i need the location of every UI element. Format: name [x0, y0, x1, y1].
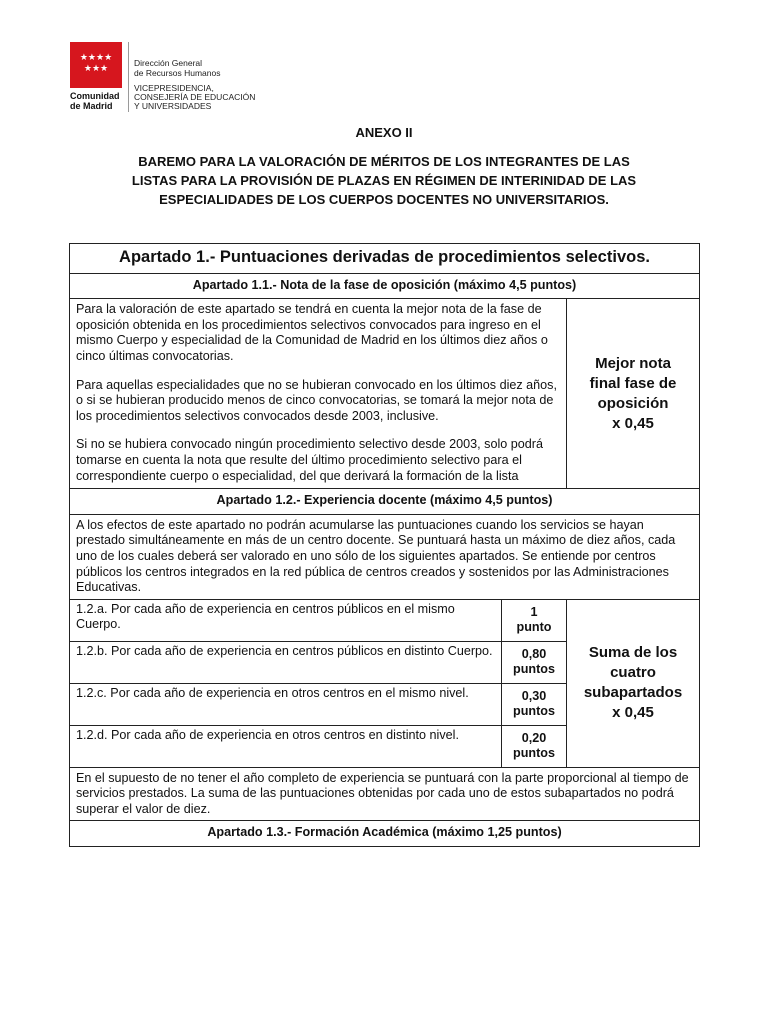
header-divider	[128, 42, 129, 112]
apartado-1-1-paragraph-1: Para la valoración de este apartado se tendrá en cuenta la mejor nota de la fase de oposición obtenida en los procedimientos selectivos convocados para ingreso en el mismo Cuerpo y especialidad de la Comunidad de Madrid en los últimos diez años o cinco últimas convocatorias.	[76, 302, 548, 363]
item-1-2-d-points-unit: puntos	[513, 746, 555, 761]
item-1-2-d-points-value: 0,20	[521, 730, 547, 745]
annex-label: ANEXO II	[355, 125, 413, 140]
apartado-1-1-result-line-4: x 0,45	[612, 414, 654, 432]
title-line-1: BAREMO PARA LA VALORACIÓN DE MÉRITOS DE LOS INTEGRANTES DE LAS	[138, 154, 630, 169]
apartado-1-row	[70, 244, 700, 274]
apartado-1-1-paragraph-3: Si no se hubiera convocado ningún procedimiento selectivo desde 2003, solo podrá tomarse en cuenta la nota que resulte del último procedimiento selectivo para el correspondiente cuerpo o especialidad, del que derivará la formación de la lista	[76, 437, 543, 483]
item-1-2-d-points	[502, 725, 567, 767]
apartado-1-2-result	[567, 599, 700, 767]
item-1-2-a-points-unit: punto	[516, 620, 552, 635]
logo-stars-icon	[73, 52, 119, 74]
org-vicepresidencia	[134, 84, 255, 111]
apartado-1-1-heading-row	[70, 273, 700, 299]
org-direccion-general	[134, 58, 220, 78]
org-line-5: Y UNIVERSIDADES	[134, 101, 212, 111]
item-1-2-a-points	[502, 599, 567, 641]
logo-name-line-2: de Madrid	[70, 101, 113, 111]
title-line-2: LISTAS PARA LA PROVISIÓN DE PLAZAS EN RÉGIMEN DE INTERINIDAD DE LAS	[131, 173, 637, 188]
comunidad-madrid-logo	[70, 42, 122, 88]
apartado-1-2-result-line-2: cuatro	[610, 664, 656, 682]
item-1-2-d-text: 1.2.d. Por cada año de experiencia en otros centros en distinto nivel.	[70, 725, 502, 767]
apartado-1-1-result	[567, 299, 700, 489]
apartado-1-title: Apartado 1.- Puntuaciones derivadas de procedimientos selectivos.	[70, 244, 700, 274]
logo-name-line-1: Comunidad	[70, 91, 120, 101]
apartado-1-1-result-line-3: oposición	[597, 394, 669, 412]
item-1-2-c-points-unit: puntos	[513, 704, 555, 719]
logo-stars-row-2: ★★★	[83, 63, 109, 73]
apartado-1-2-result-line-3: subapartados	[583, 684, 683, 702]
apartado-1-1-body-row	[70, 299, 700, 489]
item-1-2-a-points-value: 1	[530, 604, 538, 619]
apartado-1-2-note: En el supuesto de no tener el año completo de experiencia se puntuará con la parte proporcional al tiempo de servicios prestados. La suma de las puntuaciones obtenidas por cada uno de estos subapartados no podrá superar el valor de diez.	[70, 767, 700, 821]
org-line-4: CONSEJERÍA DE EDUCACIÓN	[134, 92, 256, 102]
item-1-2-b-points	[502, 641, 567, 683]
org-line-2: de Recursos Humanos	[134, 68, 221, 78]
apartado-1-2-heading: Apartado 1.2.- Experiencia docente (máximo 4,5 puntos)	[70, 489, 700, 515]
apartado-1-2-note-row	[70, 767, 700, 821]
item-1-2-a-row	[70, 599, 700, 641]
item-1-2-b-text: 1.2.b. Por cada año de experiencia en centros públicos en distinto Cuerpo.	[70, 641, 502, 683]
logo-stars-row-1: ★★★★	[79, 52, 113, 62]
item-1-2-b-points-value: 0,80	[521, 646, 547, 661]
item-1-2-c-points	[502, 683, 567, 725]
document-title	[60, 152, 708, 209]
apartado-1-1-description	[70, 299, 567, 489]
org-line-1: Dirección General	[134, 58, 203, 68]
item-1-2-b-points-unit: puntos	[513, 662, 555, 677]
apartado-1-2-intro: A los efectos de este apartado no podrán acumularse las puntuaciones cuando los servicios se hayan prestado simultáneamente en más de un centro docente. Se puntuará hasta un máximo de diez años, cada uno de los cuales deberá ser valorado en uno sólo de los siguientes apartados. Se entiende por centros públicos los centros integrados en la red pública de centros creados y sostenidos por las Administraciones Educativas.	[70, 514, 700, 599]
apartado-1-3-heading: Apartado 1.3.- Formación Académica (máximo 1,25 puntos)	[70, 821, 700, 847]
apartado-1-1-paragraph-2: Para aquellas especialidades que no se hubieran convocado en los últimos diez años, o si se hubieran producido menos de cinco convocatorias, se tomará la mejor nota de los procedimientos selectivos convocados desde 2003, inclusive.	[76, 377, 557, 423]
org-line-3: VICEPRESIDENCIA,	[134, 83, 214, 93]
apartado-1-1-result-line-1: Mejor nota	[595, 354, 671, 372]
apartado-1-1-result-line-2: final fase de	[589, 374, 677, 392]
logo-name	[70, 91, 120, 111]
item-1-2-c-text: 1.2.c. Por cada año de experiencia en otros centros en el mismo nivel.	[70, 683, 502, 725]
apartado-1-2-result-line-4: x 0,45	[612, 704, 654, 722]
baremo-table	[69, 243, 700, 847]
apartado-1-2-heading-row	[70, 489, 700, 515]
apartado-1-1-heading: Apartado 1.1.- Nota de la fase de oposición (máximo 4,5 puntos)	[70, 273, 700, 299]
page-header	[70, 42, 300, 114]
apartado-1-2-result-line-1: Suma de los	[588, 644, 678, 662]
title-line-3: ESPECIALIDADES DE LOS CUERPOS DOCENTES NO UNIVERSITARIOS.	[159, 192, 609, 207]
apartado-1-3-heading-row	[70, 821, 700, 847]
item-1-2-a-text: 1.2.a. Por cada año de experiencia en centros públicos en el mismo Cuerpo.	[70, 599, 502, 641]
apartado-1-2-intro-row	[70, 514, 700, 599]
item-1-2-c-points-value: 0,30	[521, 688, 547, 703]
